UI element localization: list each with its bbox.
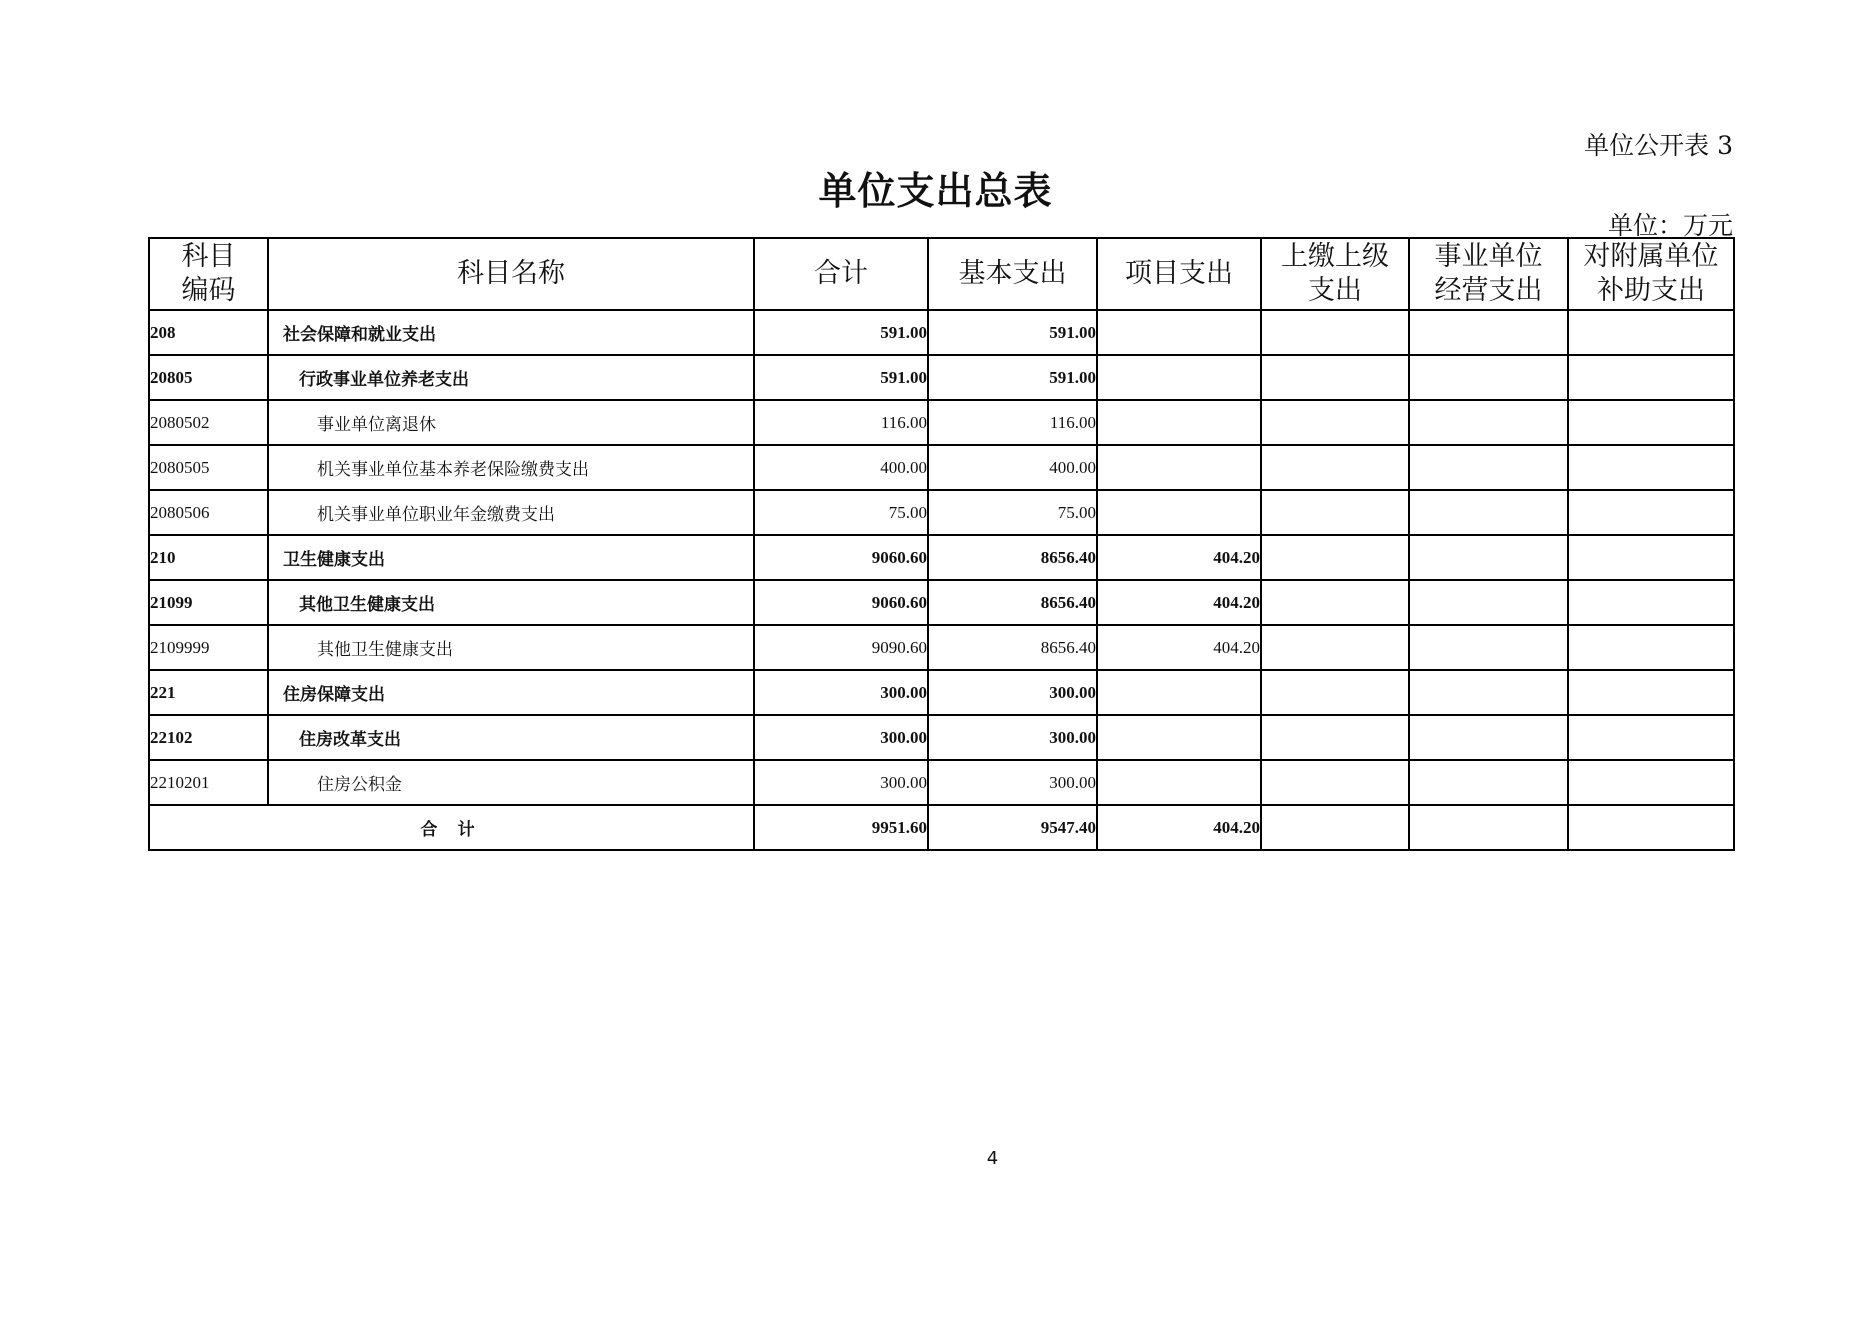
column-header-upper-line1: 上缴上级 [1281, 241, 1389, 272]
cell-subsidy [1568, 400, 1734, 445]
cell-basic: 300.00 [928, 760, 1097, 805]
cell-project [1097, 490, 1261, 535]
cell-name: 机关事业单位基本养老保险缴费支出 [268, 445, 754, 490]
table-row [149, 625, 1734, 670]
cell-total: 591.00 [754, 355, 928, 400]
cell-business [1409, 670, 1568, 715]
cell-name: 住房改革支出 [268, 715, 754, 760]
column-header-business-line2: 经营支出 [1434, 275, 1543, 306]
cell-subsidy [1568, 445, 1734, 490]
column-header-business [1409, 238, 1568, 310]
document-title: 单位支出总表 [818, 168, 1053, 213]
table-row [149, 400, 1734, 445]
cell-name: 其他卫生健康支出 [268, 625, 754, 670]
table-row [149, 715, 1734, 760]
cell-upper [1261, 760, 1409, 805]
total-cell-basic: 9547.40 [928, 805, 1097, 850]
cell-code: 210 [149, 535, 268, 580]
total-cell-project: 404.20 [1097, 805, 1261, 850]
table-ref-label: 单位公开表 3 [1584, 131, 1733, 160]
cell-upper [1261, 310, 1409, 355]
cell-business [1409, 310, 1568, 355]
cell-business [1409, 625, 1568, 670]
table-row [149, 355, 1734, 400]
cell-project [1097, 445, 1261, 490]
cell-basic: 591.00 [928, 310, 1097, 355]
cell-code: 20805 [149, 355, 268, 400]
total-cell-total: 9951.60 [754, 805, 928, 850]
cell-project [1097, 310, 1261, 355]
cell-total: 75.00 [754, 490, 928, 535]
table-row [149, 535, 1734, 580]
cell-name: 卫生健康支出 [268, 535, 754, 580]
cell-subsidy [1568, 625, 1734, 670]
column-header-project: 项目支出 [1097, 238, 1261, 310]
cell-project: 404.20 [1097, 580, 1261, 625]
cell-upper [1261, 355, 1409, 400]
table-row [149, 670, 1734, 715]
cell-code: 2080506 [149, 490, 268, 535]
column-header-basic: 基本支出 [928, 238, 1097, 310]
cell-total: 591.00 [754, 310, 928, 355]
cell-project: 404.20 [1097, 535, 1261, 580]
cell-basic: 300.00 [928, 715, 1097, 760]
total-cell-upper [1261, 805, 1409, 850]
page-number: 4 [986, 1148, 999, 1169]
cell-name: 行政事业单位养老支出 [268, 355, 754, 400]
cell-code: 2210201 [149, 760, 268, 805]
cell-basic: 116.00 [928, 400, 1097, 445]
cell-subsidy [1568, 715, 1734, 760]
cell-project [1097, 355, 1261, 400]
cell-code: 2080502 [149, 400, 268, 445]
column-header-subsidy [1568, 238, 1734, 310]
cell-project [1097, 670, 1261, 715]
cell-subsidy [1568, 490, 1734, 535]
cell-code: 22102 [149, 715, 268, 760]
table-row [149, 490, 1734, 535]
cell-business [1409, 715, 1568, 760]
cell-subsidy [1568, 580, 1734, 625]
cell-project [1097, 715, 1261, 760]
total-cell-business [1409, 805, 1568, 850]
cell-code: 221 [149, 670, 268, 715]
column-header-code-line2: 编码 [181, 275, 236, 306]
cell-business [1409, 355, 1568, 400]
cell-upper [1261, 535, 1409, 580]
cell-basic: 8656.40 [928, 580, 1097, 625]
cell-upper [1261, 490, 1409, 535]
cell-business [1409, 580, 1568, 625]
cell-basic: 300.00 [928, 670, 1097, 715]
cell-code: 21099 [149, 580, 268, 625]
cell-name: 机关事业单位职业年金缴费支出 [268, 490, 754, 535]
cell-code: 2109999 [149, 625, 268, 670]
cell-business [1409, 445, 1568, 490]
column-header-subsidy-line1: 对附属单位 [1583, 241, 1719, 272]
cell-name: 其他卫生健康支出 [268, 580, 754, 625]
cell-upper [1261, 400, 1409, 445]
cell-upper [1261, 445, 1409, 490]
column-header-upper [1261, 238, 1409, 310]
cell-total: 9090.60 [754, 625, 928, 670]
table-row [149, 760, 1734, 805]
cell-project: 404.20 [1097, 625, 1261, 670]
table-row [149, 580, 1734, 625]
cell-name: 事业单位离退休 [268, 400, 754, 445]
unit-label: 单位：万元 [1607, 211, 1733, 240]
table-row [149, 445, 1734, 490]
cell-basic: 8656.40 [928, 625, 1097, 670]
cell-project [1097, 760, 1261, 805]
cell-total: 116.00 [754, 400, 928, 445]
cell-subsidy [1568, 760, 1734, 805]
cell-code: 208 [149, 310, 268, 355]
cell-basic: 75.00 [928, 490, 1097, 535]
cell-upper [1261, 580, 1409, 625]
cell-total: 9060.60 [754, 580, 928, 625]
cell-project [1097, 400, 1261, 445]
column-header-subsidy-line2: 补助支出 [1597, 275, 1705, 306]
expenditure-summary-table [148, 237, 1735, 851]
cell-business [1409, 490, 1568, 535]
column-header-name: 科目名称 [268, 238, 754, 310]
table-header-row [149, 238, 1734, 310]
cell-subsidy [1568, 670, 1734, 715]
table-row [149, 310, 1734, 355]
cell-subsidy [1568, 535, 1734, 580]
cell-basic: 591.00 [928, 355, 1097, 400]
cell-code: 2080505 [149, 445, 268, 490]
cell-business [1409, 760, 1568, 805]
cell-total: 400.00 [754, 445, 928, 490]
cell-upper [1261, 625, 1409, 670]
column-header-upper-line2: 支出 [1308, 275, 1362, 306]
cell-upper [1261, 715, 1409, 760]
cell-basic: 400.00 [928, 445, 1097, 490]
column-header-code [149, 238, 268, 310]
column-header-code-line1: 科目 [181, 241, 236, 272]
cell-upper [1261, 670, 1409, 715]
cell-total: 300.00 [754, 760, 928, 805]
cell-subsidy [1568, 355, 1734, 400]
cell-total: 300.00 [754, 715, 928, 760]
total-row [149, 805, 1734, 850]
cell-total: 9060.60 [754, 535, 928, 580]
cell-business [1409, 535, 1568, 580]
column-header-total: 合计 [754, 238, 928, 310]
cell-name: 住房公积金 [268, 760, 754, 805]
cell-name: 住房保障支出 [268, 670, 754, 715]
cell-name: 社会保障和就业支出 [268, 310, 754, 355]
cell-subsidy [1568, 310, 1734, 355]
total-cell-subsidy [1568, 805, 1734, 850]
total-label: 合 计 [149, 805, 754, 850]
cell-business [1409, 400, 1568, 445]
column-header-business-line1: 事业单位 [1434, 241, 1543, 272]
cell-total: 300.00 [754, 670, 928, 715]
cell-basic: 8656.40 [928, 535, 1097, 580]
